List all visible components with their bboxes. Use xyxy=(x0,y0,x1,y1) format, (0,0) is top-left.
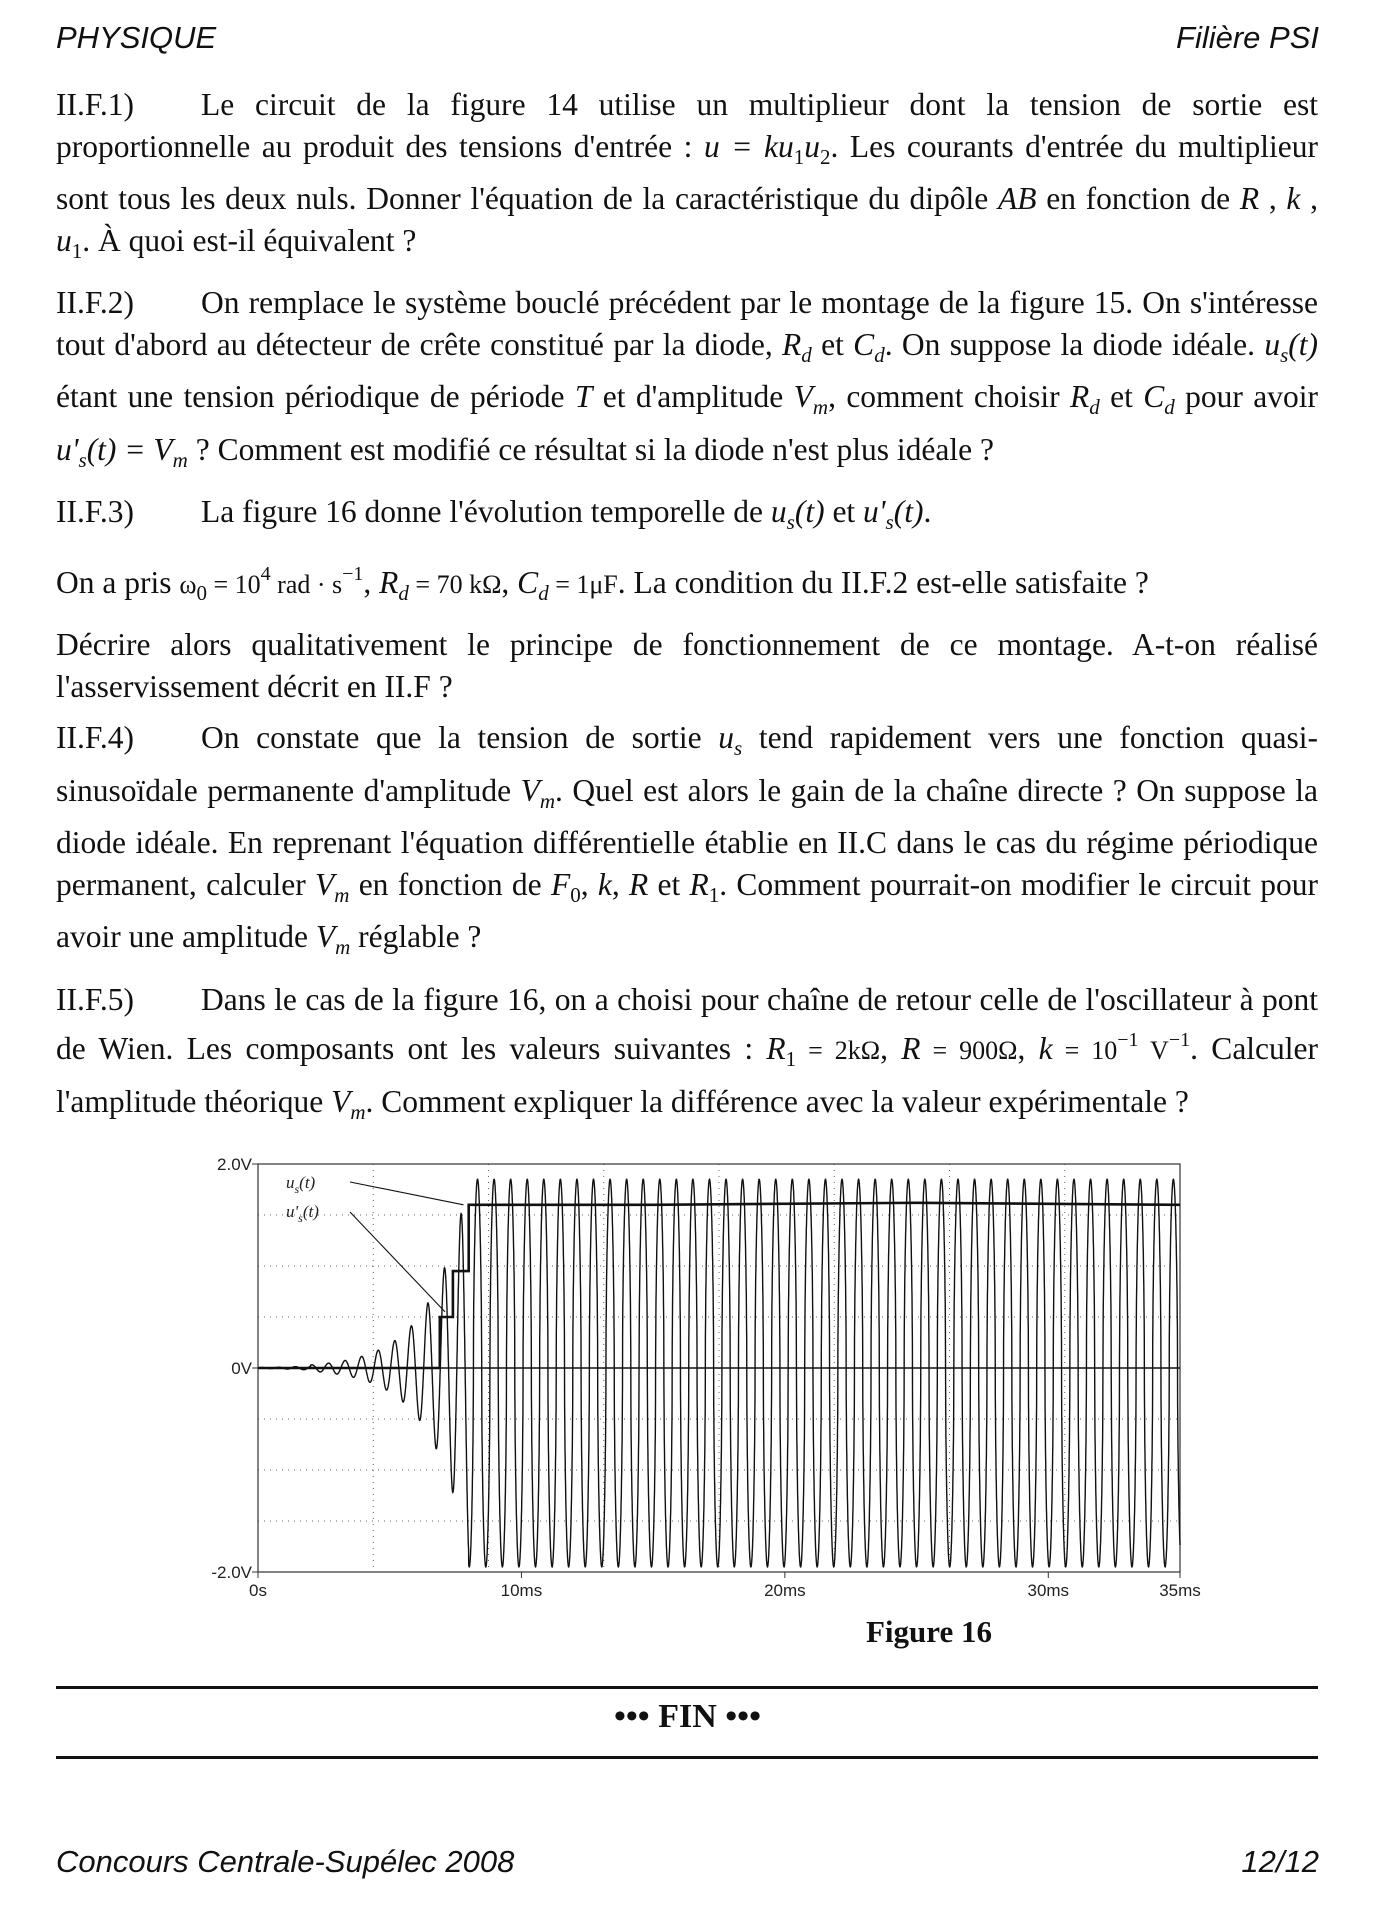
x-tick-label: 30ms xyxy=(1027,1581,1070,1600)
figure-caption: Figure 16 xyxy=(866,1614,992,1649)
footer-contest: Concours Centrale-Supélec 2008 xyxy=(56,1844,515,1879)
question-id: II.F.2) xyxy=(56,285,134,320)
y-tick-label: -2.0V xyxy=(211,1563,252,1582)
top-rule xyxy=(56,1686,1318,1689)
y-tick-label: 0V xyxy=(231,1359,252,1378)
header-track: Filière PSI xyxy=(1176,20,1319,55)
x-tick-label: 10ms xyxy=(500,1581,543,1600)
footer-page: 12/12 xyxy=(1241,1844,1319,1879)
series-us-line xyxy=(258,1179,1180,1567)
question-id: II.F.3) xyxy=(56,494,134,529)
y-tick-label: 2.0V xyxy=(217,1155,252,1174)
plot-svg xyxy=(200,1150,1220,1640)
question-II-F-3: II.F.3) La figure 16 donne l'évolution temporelle de $u_s(t)$ et $u'_s(t)$. xyxy=(56,491,1318,544)
x-tick-label: 20ms xyxy=(764,1581,806,1600)
bottom-rule xyxy=(56,1756,1318,1759)
x-tick-label: 35ms xyxy=(1159,1581,1201,1600)
question-II-F-3-describe: Décrire alors qualitativement le principe de fonctionnement de ce montage. A-t-on réalisé l'asservissement décrit en II.F ? xyxy=(56,627,1318,704)
us-arrow xyxy=(350,1182,463,1205)
x-tick-label: 0s xyxy=(249,1581,267,1600)
question-id: II.F.5) xyxy=(56,981,134,1017)
plot-labels xyxy=(286,1173,463,1312)
exam-body xyxy=(56,84,1318,1143)
question-II-F-2: II.F.2) On remplace le système bouclé précédent par le montage de la figure 15. On s'intéresse tout d'abord au détecteur de crête constitué par la diode, $R_d$ et $C_d$. On suppose la diode idéale. $u_s(t)$ étant une tension périodique de période T et d'amplitude $V_m$, comment choisir $R_d$ et $C_d$ pour avoir $u'_s(t) = V_m$ ? Comment est modifié ce résultat si la diode n'est plus idéale ? xyxy=(56,282,1318,481)
question-II-F-5: II.F.5) Dans le cas de la figure 16, on a choisi pour chaîne de retour celle de l'oscillateur à pont de Wien. Les composants ont les valeurs suivantes : $R_1 = 2k\Omega$, R = 900Ω, $k = 10^{-1}$ $V^{-1}$. Calculer l'amplitude théorique $V_m$. Comment expliquer la différence avec la valeur expérimentale ? xyxy=(56,979,1318,1134)
series-ups-label: $u'_s(t)$ xyxy=(286,1202,319,1225)
ups-arrow xyxy=(350,1212,445,1312)
header-subject: PHYSIQUE xyxy=(56,20,217,55)
figure-16-plot xyxy=(200,1150,1220,1640)
question-II-F-4: II.F.4) On constate que la tension de sortie $u_s$ tend rapidement vers une fonction quasi-sinusoïdale permanente d'amplitude $V_m$. Quel est alors le gain de la chaîne directe ? On suppose la diode idéale. En reprenant l'équation différentielle établie en II.C dans le cas du régime périodique permanent, calculer $V_m$ en fonction de $F_0$, k, R et $R_1$. Comment pourrait-on modifier le circuit pour avoir une amplitude $V_m$ réglable ? xyxy=(56,717,1318,969)
question-II-F-1: II.F.1) Le circuit de la figure 14 utilise un multiplieur dont la tension de sortie est proportionnelle au produit des tensions d'entrée : $u = ku_1u_2$. Les courants d'entrée du multiplieur sont tous les deux nuls. Donner l'équation de la caractéristique du dipôle AB en fonction de R , k , $u_1$. À quoi est-il équivalent ? xyxy=(56,84,1318,272)
series-us-label: $u_s(t)$ xyxy=(286,1173,316,1196)
fin-marker: ••• FIN ••• xyxy=(614,1698,761,1735)
question-id: II.F.4) xyxy=(56,720,134,755)
question-II-F-3-values: On a pris $\omega_0 = 10^4$ rad · $s^{-1}$, $R_d = 70$ kΩ, $C_d = 1\mu F$. La condition du II.F.2 est-elle satisfaite ? xyxy=(56,562,1149,605)
question-id: II.F.1) xyxy=(56,87,134,122)
